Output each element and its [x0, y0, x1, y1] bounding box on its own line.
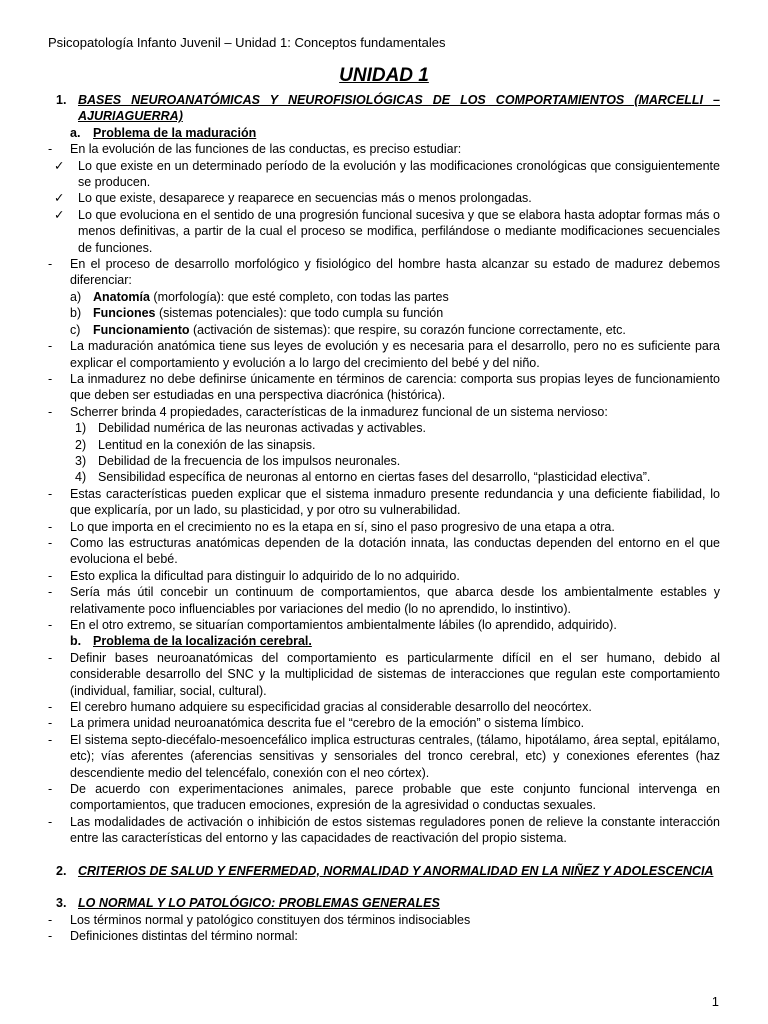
list-marker: - [48, 519, 53, 534]
list-marker: - [48, 535, 53, 550]
list-marker: - [48, 650, 53, 665]
bullet-item [48, 535, 720, 568]
subsection-heading [48, 633, 720, 649]
text-run: Como las estructuras anatómicas dependen de la dotación innata, las conductas dependen del entorno en el que evoluciona el bebé. [70, 535, 720, 567]
text-run: Debilidad de la frecuencia de los impulsos neuronales. [98, 453, 401, 468]
list-marker: - [48, 618, 53, 632]
text-run: Sería más útil concebir un continuum de comportamientos, que abarca desde los ambientalmente estables y relativamente poco influenciables por variaciones del medio (lo no aprendido, lo instintivo). [70, 585, 720, 616]
list-marker: - [48, 782, 53, 797]
block-text [98, 437, 720, 453]
list-marker: a. [70, 125, 81, 140]
text-run: Problema de la localización cerebral. [93, 634, 312, 649]
list-marker: - [48, 257, 53, 272]
list-marker: - [48, 928, 53, 943]
checklist-item [48, 158, 720, 191]
bold-term: Anatomía [93, 289, 150, 304]
text-run: (morfología): que esté completo, con todas las partes [149, 289, 449, 304]
text-run: El sistema septo-diecéfalo-mesoencefálico implica estructuras centrales, (tálamo, hipotálamo, área septal, epitálamo, etc); vías aferentes (aferencias sensitivas y sensoriales del tronco cerebral, etc) y conexiones eferentes (haz descendiente medio del telencéfalo, conexión con el neo córtex). [70, 732, 720, 780]
list-marker: - [48, 732, 53, 747]
list-marker: ✓ [54, 207, 65, 222]
bullet-item [48, 814, 720, 847]
bullet-item [48, 699, 720, 715]
list-marker: ✓ [54, 158, 65, 173]
block-text [70, 519, 720, 535]
text-run: El cerebro humano adquiere su especificidad gracias al considerable desarrollo del neocórtex. [70, 700, 592, 715]
subsection-heading [48, 125, 720, 141]
text-run: La maduración anatómica tiene sus leyes de evolución y es necesaria para el desarrollo, pero no es suficiente para explicar el comportamiento y evolución a lo largo del crecimiento del bebé y del niño. [70, 339, 720, 370]
list-marker: - [48, 142, 53, 157]
text-run: En el otro extremo, se situarían comportamientos ambientalmente lábiles (lo aprendido, adquirido). [70, 618, 617, 632]
list-marker: 2) [75, 437, 87, 452]
list-marker: 3. [56, 896, 67, 911]
text-run: (activación de sistemas): que respire, su corazón funcione correctamente, etc. [189, 322, 626, 337]
checklist-item [48, 207, 720, 256]
list-marker: - [48, 371, 53, 386]
bullet-item [48, 338, 720, 371]
numbered-item [48, 453, 720, 469]
block-text [70, 141, 720, 157]
block-text [93, 322, 720, 338]
block-text [70, 568, 720, 584]
block-text [70, 338, 720, 371]
list-marker: - [48, 716, 53, 731]
bullet-item [48, 371, 720, 404]
bullet-item [48, 715, 720, 731]
block-text [98, 453, 720, 469]
bullet-item [48, 404, 720, 420]
block-text [70, 535, 720, 568]
numbered-item [48, 437, 720, 453]
checklist-item [48, 190, 720, 206]
list-marker: - [48, 404, 53, 419]
list-marker: - [48, 814, 53, 829]
section-heading [48, 863, 720, 879]
bullet-item [48, 141, 720, 157]
block-text [78, 207, 720, 256]
bullet-item [48, 486, 720, 519]
text-run: La primera unidad neuroanatómica descrita fue el “cerebro de la emoción” o sistema límbico. [70, 716, 585, 731]
list-marker: 4) [75, 470, 87, 485]
page-header: Psicopatología Infanto Juvenil – Unidad 1: Conceptos fundamentales [48, 35, 446, 50]
text-run: Las modalidades de activación o inhibición de estos sistemas reguladores ponen de relieve la constante interacción entre las características del entorno y las capacidades de reactivación del propio sistema. [70, 814, 720, 846]
section-heading [48, 92, 720, 125]
block-text [70, 732, 720, 781]
bold-term: Funciones [93, 306, 156, 321]
block-text [78, 158, 720, 191]
list-marker: 3) [75, 453, 87, 468]
text-run: Los términos normal y patológico constituyen dos términos indisociables [70, 912, 471, 927]
list-marker: - [48, 700, 53, 715]
text-run: Lo que existe en un determinado período de la evolución y las modificaciones cronológicas que consiguientemente se producen. [78, 158, 720, 190]
text-run: Debilidad numérica de las neuronas activadas y activables. [98, 421, 426, 436]
block-text [98, 469, 720, 485]
list-marker: c) [70, 322, 81, 337]
text-run: De acuerdo con experimentaciones animales, parece probable que este conjunto funcional intervenga en comportamientos, que traducen emociones, expresión de la agresividad o conductas sexuales. [70, 782, 720, 813]
text-run: Estas características pueden explicar que el sistema inmaduro presente redundancia y una deficiente fiabilidad, lo que explicaría, por un lado, su plasticidad, y por otro su vulnerabilidad. [70, 486, 720, 518]
list-marker: - [48, 339, 53, 354]
block-text [70, 781, 720, 814]
list-marker: a) [70, 289, 82, 304]
text-run: En la evolución de las funciones de las conductas, es preciso estudiar: [70, 142, 462, 157]
bullet-item [48, 256, 720, 289]
bullet-item [48, 928, 720, 944]
numbered-item [48, 469, 720, 485]
list-marker: 2. [56, 863, 67, 878]
bold-term: Funcionamiento [93, 322, 190, 337]
block-text [78, 190, 720, 206]
text-run: CRITERIOS DE SALUD Y ENFERMEDAD, NORMALIDAD Y ANORMALIDAD EN LA NIÑEZ Y ADOLESCENCIA [78, 863, 714, 878]
text-run: Lo que evoluciona en el sentido de una progresión funcional sucesiva y que se elabora hasta adoptar formas más o menos definitivas, a partir de la cual el proceso se modifica, perfilándose o mediante modificaciones secuenciales de funciones. [78, 207, 720, 255]
document-body [48, 92, 720, 944]
text-run: Problema de la maduración [93, 125, 257, 140]
text-run: Lo que importa en el crecimiento no es la etapa en sí, sino el paso progresivo de una etapa a otra. [70, 519, 615, 534]
block-text [70, 371, 720, 404]
list-marker: 1) [75, 421, 87, 436]
text-run: Scherrer brinda 4 propiedades, características de la inmadurez funcional de un sistema nervioso: [70, 404, 608, 419]
bullet-item [48, 568, 720, 584]
bullet-item [48, 912, 720, 928]
block-text [70, 617, 720, 633]
text-run: Lo que existe, desaparece y reaparece en secuencias más o menos prolongadas. [78, 191, 532, 206]
block-text [93, 289, 720, 305]
block-text [78, 863, 720, 879]
block-text [70, 928, 720, 944]
list-marker: - [48, 585, 53, 600]
text-run: Definir bases neuroanatómicas del comportamiento es particularmente difícil en el ser humano, debido al considerable desarrollo del SNC y la multiplicidad de sistemas de interacciones que regulan este comportamiento (individual, familiar, social, cultural). [70, 650, 720, 698]
text-run: Esto explica la dificultad para distinguir lo adquirido de lo no adquirido. [70, 568, 460, 583]
block-text [70, 715, 720, 731]
page-title: UNIDAD 1 [339, 65, 429, 86]
list-marker: - [48, 486, 53, 501]
block-text [70, 814, 720, 847]
block-text [70, 486, 720, 519]
block-text [98, 420, 720, 436]
block-text [70, 650, 720, 699]
block-text [70, 256, 720, 289]
bullet-item [48, 584, 720, 617]
list-marker: 1. [56, 93, 67, 107]
block-text [93, 125, 720, 141]
block-text [78, 92, 720, 125]
block-text [70, 912, 720, 928]
text-run: En el proceso de desarrollo morfológico y fisiológico del hombre hasta alcanzar su estado de madurez debemos diferenciar: [70, 257, 720, 288]
text-run: Definiciones distintas del término normal: [70, 928, 298, 943]
text-run: Sensibilidad específica de neuronas al entorno en ciertas fases del desarrollo, “plasticidad electiva”. [98, 470, 651, 485]
lettered-item [48, 289, 720, 305]
text-run: LO NORMAL Y LO PATOLÓGICO: PROBLEMAS GENERALES [78, 896, 440, 911]
bullet-item [48, 650, 720, 699]
list-marker: - [48, 568, 53, 583]
bullet-item [48, 617, 720, 633]
list-marker: ✓ [54, 191, 65, 206]
block-text [93, 633, 720, 649]
text-run: La inmadurez no debe definirse únicamente en términos de carencia: comporta sus propias leyes de funcionamiento que deben ser estudiadas en una perspectiva diacrónica (histórica). [70, 371, 720, 403]
text-run: Lentitud en la conexión de las sinapsis. [98, 437, 316, 452]
block-text [70, 699, 720, 715]
list-marker: b) [70, 306, 82, 321]
block-text [70, 584, 720, 617]
list-marker: - [48, 912, 53, 927]
block-text [93, 305, 720, 321]
bullet-item [48, 781, 720, 814]
lettered-item [48, 305, 720, 321]
block-text [70, 404, 720, 420]
section-heading [48, 895, 720, 911]
lettered-item [48, 322, 720, 338]
text-run: BASES NEUROANATÓMICAS Y NEUROFISIOLÓGICAS DE LOS COMPORTAMIENTOS (MARCELLI – AJURIAGUERRA) [78, 93, 720, 124]
numbered-item [48, 420, 720, 436]
bullet-item [48, 732, 720, 781]
text-run: (sistemas potenciales): que todo cumpla su función [155, 306, 444, 321]
list-marker: b. [70, 634, 82, 649]
page-number: 1 [711, 994, 719, 1009]
block-text [78, 895, 720, 911]
bullet-item [48, 519, 720, 535]
